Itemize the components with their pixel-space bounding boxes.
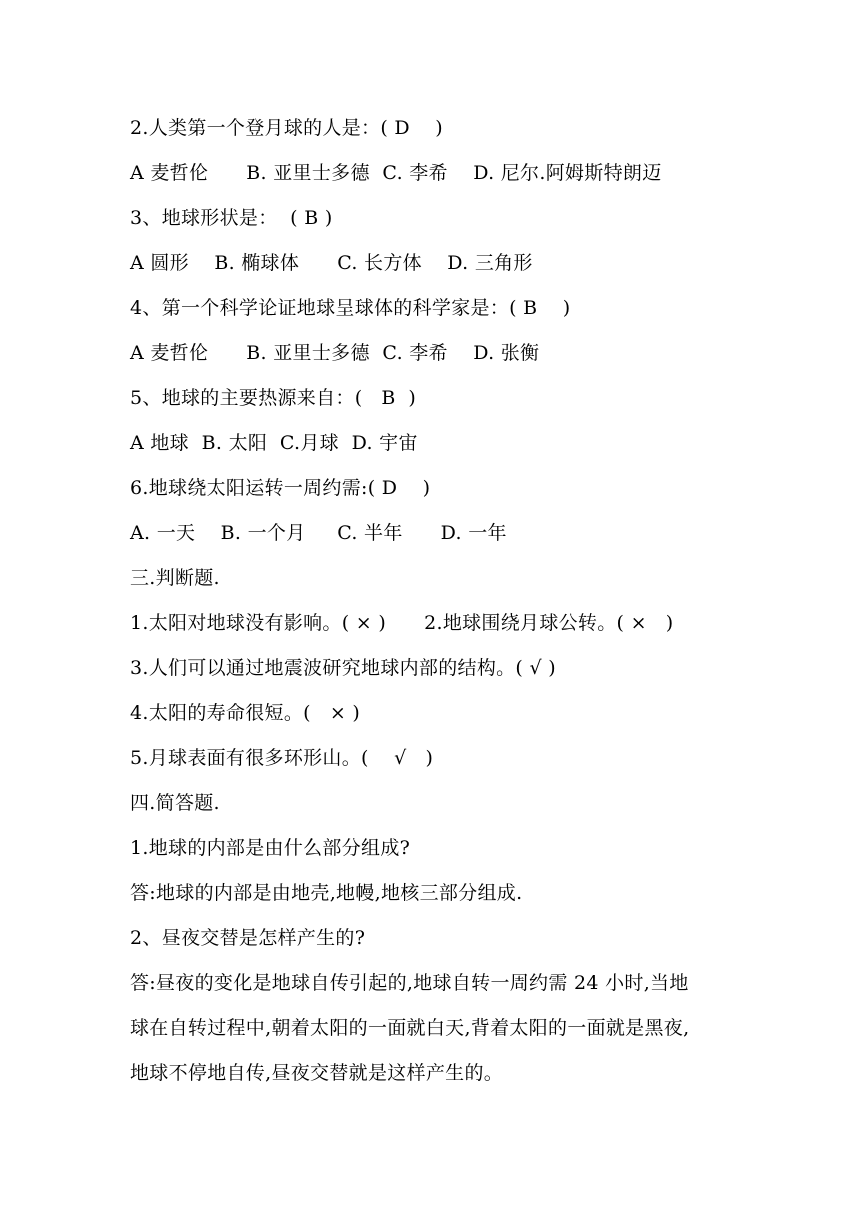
question-2-options: A 麦哲伦 B. 亚里士多德 C. 李希 D. 尼尔.阿姆斯特朗迈 <box>130 162 662 184</box>
question-6-orbit-period: 6.地球绕太阳运转一周约需:( D ) <box>130 477 431 499</box>
short-answer-question-1: 1.地球的内部是由什么部分组成? <box>130 837 411 859</box>
question-5-options: A 地球 B. 太阳 C.月球 D. 宇宙 <box>130 432 418 454</box>
question-4-options: A 麦哲伦 B. 亚里士多德 C. 李希 D. 张衡 <box>130 342 540 364</box>
true-false-item-4: 4.太阳的寿命很短。( × ) <box>130 702 361 724</box>
question-3-earth-shape: 3、地球形状是： ( B ) <box>130 207 333 229</box>
question-2-moon-landing: 2.人类第一个登月球的人是：( D ) <box>130 117 443 139</box>
question-3-options: A 圆形 B. 椭球体 C. 长方体 D. 三角形 <box>130 252 533 274</box>
question-6-options: A. 一天 B. 一个月 C. 半年 D. 一年 <box>130 522 507 544</box>
short-answer-answer-2-line-2: 球在自转过程中,朝着太阳的一面就白天,背着太阳的一面就是黑夜, <box>130 1017 690 1039</box>
section-heading-short-answer: 四.简答题. <box>130 792 220 814</box>
question-4-scientist: 4、第一个科学论证地球呈球体的科学家是：( B ) <box>130 297 571 319</box>
short-answer-answer-1: 答:地球的内部是由地壳,地幔,地核三部分组成. <box>130 882 523 904</box>
true-false-items-1-2: 1.太阳对地球没有影响。( × ) 2.地球围绕月球公转。( × ) <box>130 612 674 634</box>
true-false-item-3: 3.人们可以通过地震波研究地球内部的结构。( √ ) <box>130 657 556 679</box>
short-answer-answer-2-line-3: 地球不停地自传,昼夜交替就是这样产生的。 <box>130 1062 504 1084</box>
question-5-heat-source: 5、地球的主要热源来自：( B ) <box>130 387 417 409</box>
short-answer-question-2: 2、昼夜交替是怎样产生的? <box>130 927 366 949</box>
section-heading-true-false: 三.判断题. <box>130 567 220 589</box>
short-answer-answer-2-line-1: 答:昼夜的变化是地球自传引起的,地球自转一周约需 24 小时,当地 <box>130 972 689 994</box>
true-false-item-5: 5.月球表面有很多环形山。( √ ) <box>130 747 434 769</box>
